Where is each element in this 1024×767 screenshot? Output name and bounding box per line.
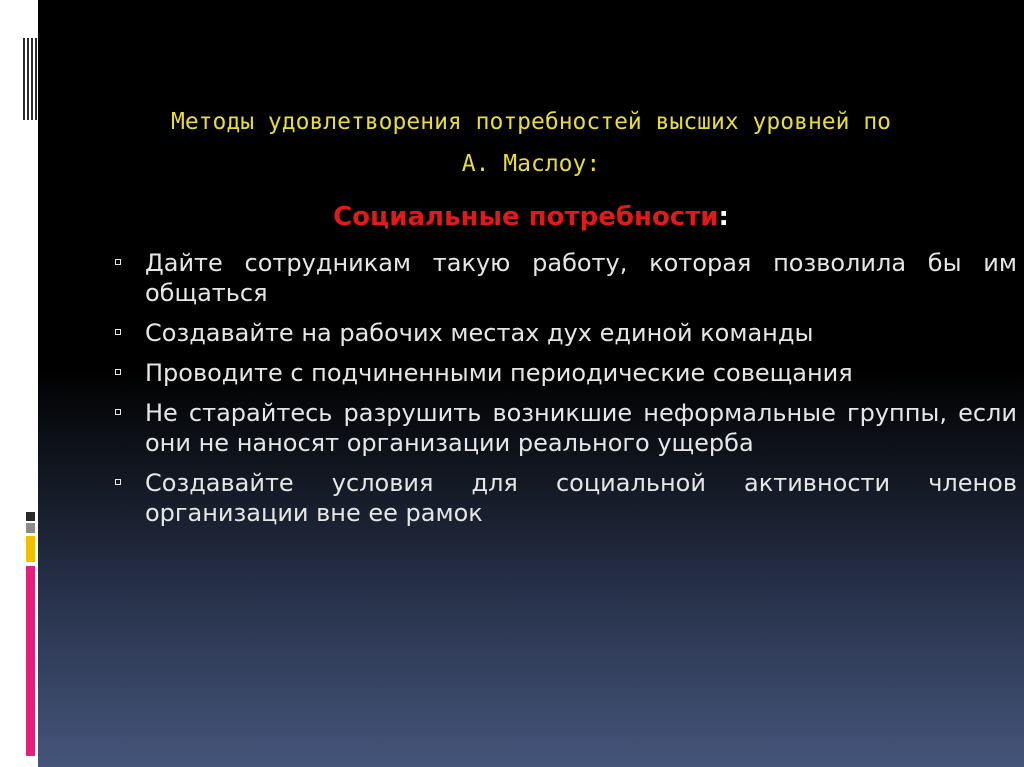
bullet-text: Проводите с подчиненными периодические совещания (145, 359, 853, 387)
left-decorative-strip (0, 0, 38, 767)
section-heading-colon: : (718, 202, 729, 232)
bullet-item (145, 398, 1017, 458)
bullet-list (145, 248, 1017, 538)
bullet-text: Дайте сотрудникам такую работу, которая позволила бы им общаться (145, 249, 1017, 307)
square-bullet-icon (115, 369, 121, 375)
bullet-item (145, 468, 1017, 528)
decorative-magenta-bar (26, 566, 35, 756)
bullet-item (145, 358, 1017, 388)
decorative-gray-block (26, 512, 35, 521)
decorative-gray-block-2 (26, 523, 35, 533)
slide-title-line2: А. Маслоу: (461, 151, 601, 177)
bullet-text: Не старайтесь разрушить возникшие неформальные группы, если они не наносят организации реального ущерба (145, 399, 1017, 457)
section-heading (38, 200, 1024, 234)
slide-title (38, 101, 1024, 185)
bullet-text: Создавайте на рабочих местах дух единой команды (145, 319, 814, 347)
bullet-item (145, 318, 1017, 348)
decorative-yellow-block (26, 536, 35, 562)
square-bullet-icon (115, 329, 121, 335)
square-bullet-icon (115, 479, 121, 485)
slide-title-line1: Методы удовлетворения потребностей высших уровней по (170, 109, 892, 135)
decorative-lines (23, 38, 37, 120)
bullet-text: Создавайте условия для социальной активности членов организации вне ее рамок (145, 469, 1017, 527)
section-heading-text: Социальные потребности (333, 202, 719, 232)
bullet-item (145, 248, 1017, 308)
square-bullet-icon (115, 259, 121, 265)
square-bullet-icon (115, 409, 121, 415)
